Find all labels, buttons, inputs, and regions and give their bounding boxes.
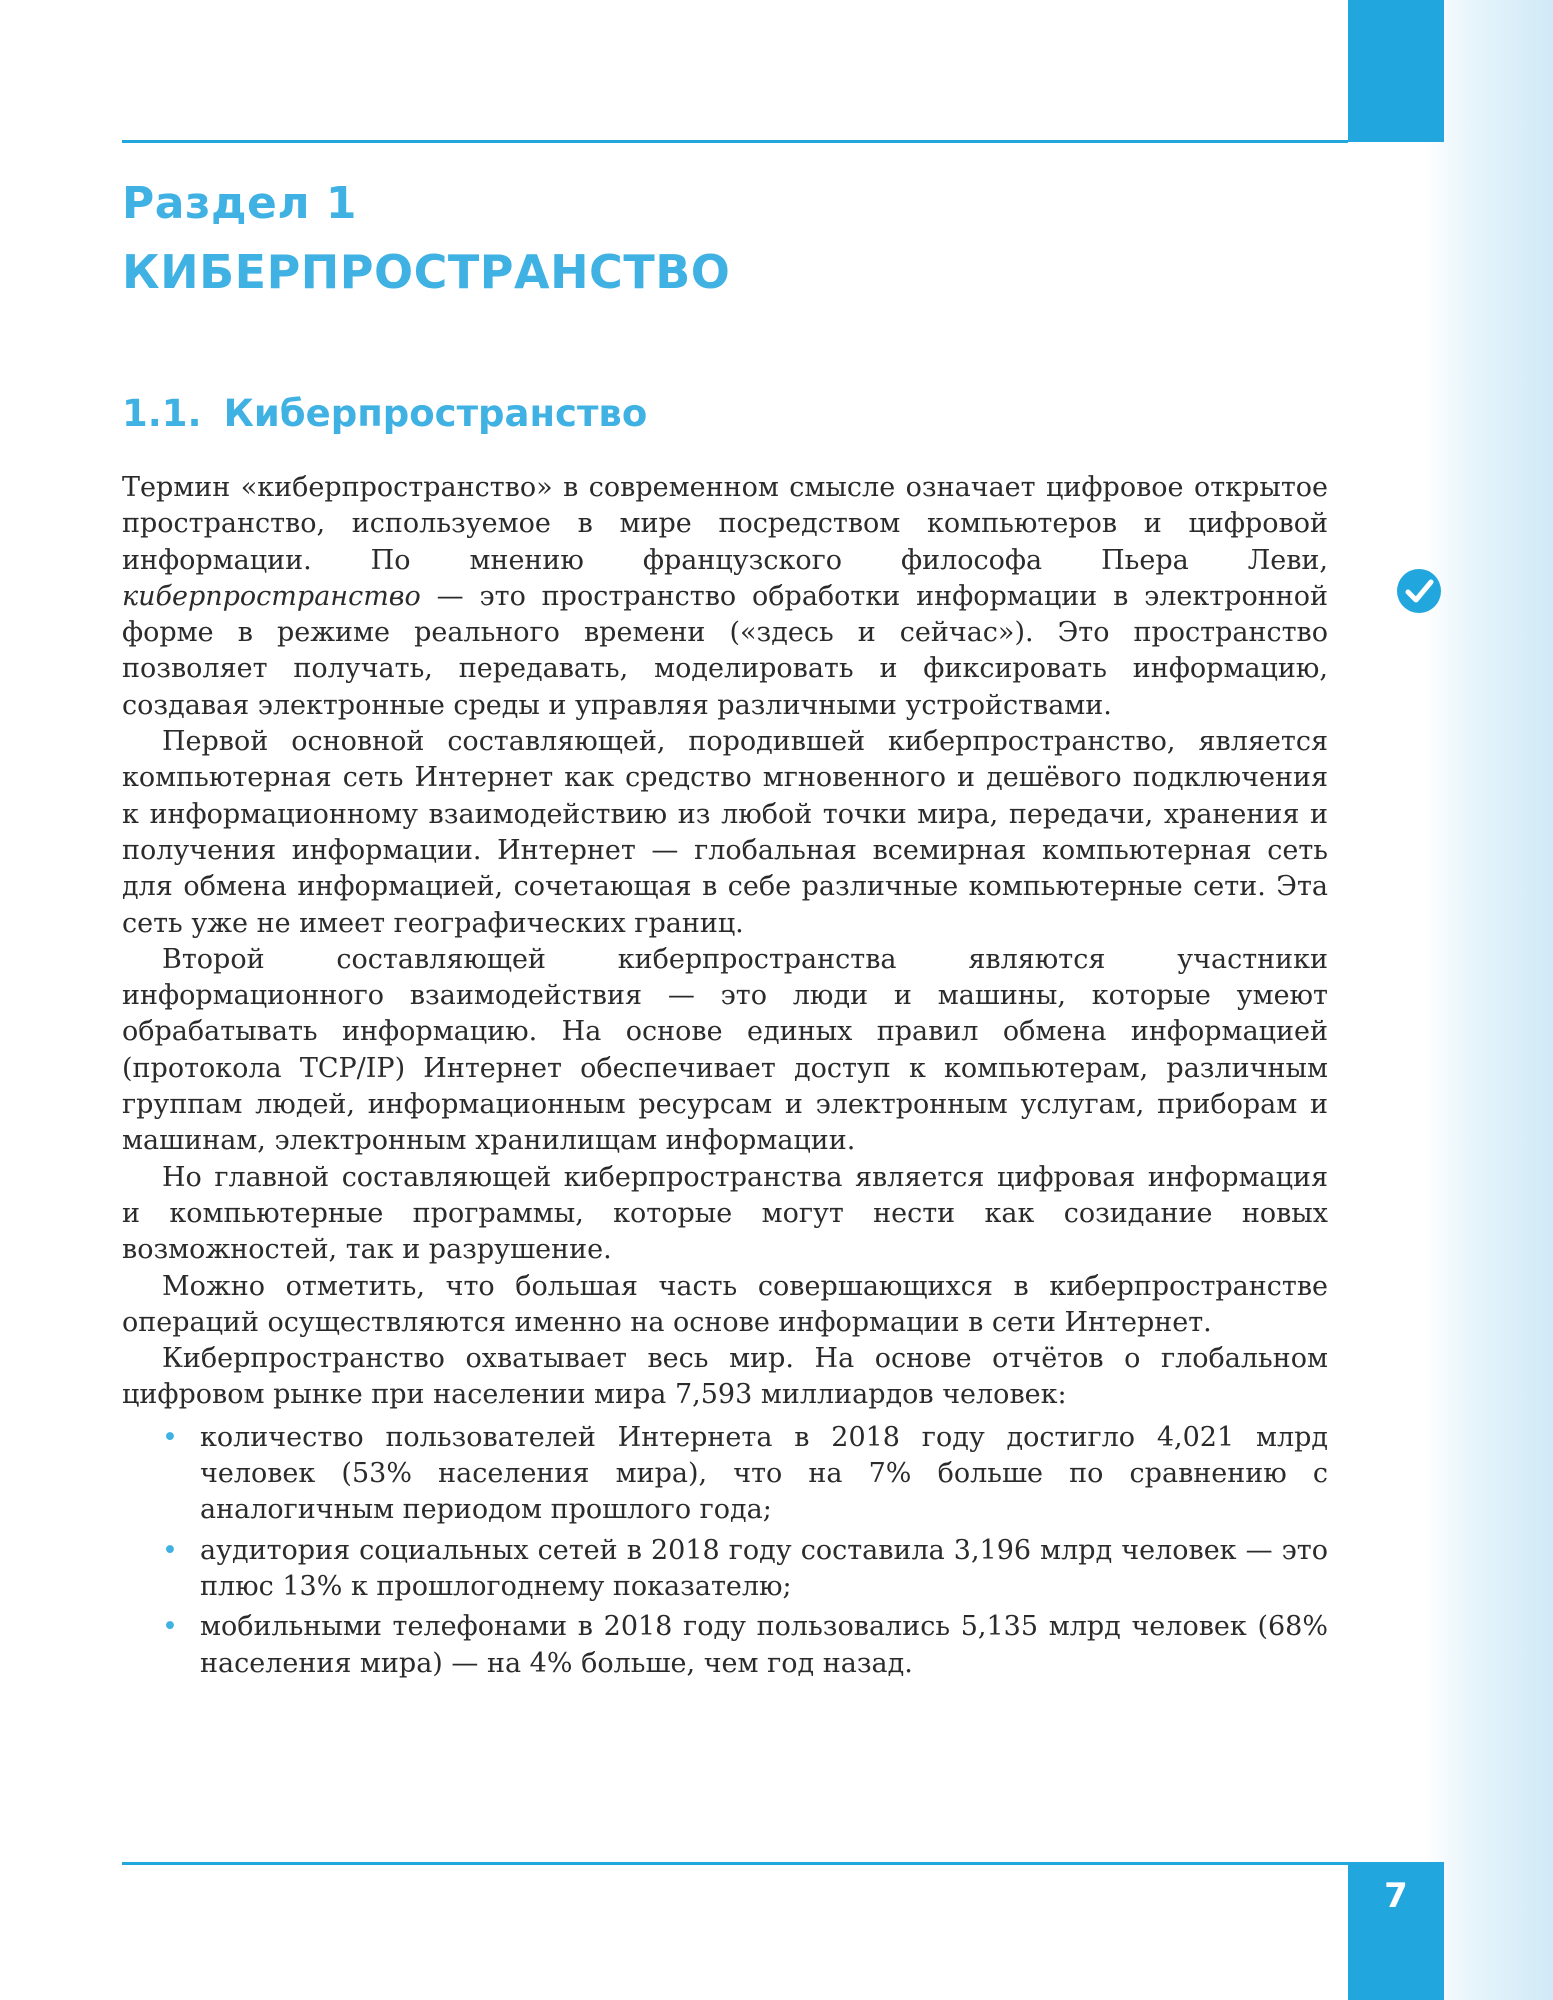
paragraph-1-text-a: Термин «киберпространство» в современном смысле означает цифровое открытое пространство, используемое в мире посредством компьютеров и цифровой информации. По мнению французского философа Пьера Леви, [122, 472, 1328, 576]
section-label: Раздел 1 [122, 178, 358, 229]
list-item-text: количество пользователей Интернета в 2018 году достигло 4,021 млрд человек (53% населения мира), что на 7% больше по сравнению с аналогичным периодом прошлого года; [200, 1421, 1328, 1526]
paragraph-5: Можно отметить, что большая часть совершающихся в киберпространстве операций осуществляются именно на основе информации в сети Интернет. [122, 1270, 1328, 1338]
term-cyberspace: киберпространство [122, 580, 421, 612]
paragraph-2: Первой основной составляющей, породившей киберпространство, является компьютерная сеть Интернет как средство мгновенного и дешёвого подключения к информационному взаимодействию из любой точки мира, передачи, хранения и получения информации. Интернет — глобальная всемирная компьютерная сеть для обмена информацией, сочетающая в себе различные компьютерные сети. Эта сеть уже не имеет географических границ. [122, 726, 1328, 939]
paragraph-6: Киберпространство охватывает весь мир. На основе отчётов о глобальном цифровом рынке при населении мира 7,593 миллиардов человек: [122, 1343, 1328, 1411]
subsection-title: Киберпространство [223, 392, 648, 435]
bullet-icon: • [162, 1611, 178, 1643]
bullet-icon: • [162, 1534, 178, 1566]
paragraph-3: Второй составляющей киберпространства являются участники информационного взаимодействия — это люди и машины, которые умеют обрабатывать информацию. На основе единых правил обмена информацией (протокола TCP/IP) Интернет обеспечивает доступ к компьютерам, различным группам людей, информационным ресурсам и электронным услугам, приборам и машинам, электронным хранилищам информации. [122, 943, 1328, 1157]
paragraph-4: Но главной составляющей киберпространства является цифровая информация и компьютерные программы, которые могут нести как созидание новых возможностей, так и разрушение. [122, 1161, 1328, 1266]
checkmark-icon [1396, 568, 1442, 614]
section-title: КИБЕРПРОСТРАНСТВО [122, 245, 731, 299]
page-number: 7 [1384, 1876, 1408, 1916]
statistics-list [122, 1420, 1328, 1682]
subsection-heading [122, 392, 647, 435]
top-rule [122, 140, 1348, 143]
list-item [122, 1533, 1328, 1606]
paragraph-1-text-b: — это пространство обработки информации в электронной форме в режиме реального времени («здесь и сейчас»). Это пространство позволяет получать, передавать, моделировать и фиксировать информацию, создавая электронные среды и управляя различными устройствами. [122, 580, 1328, 721]
subsection-number: 1.1. [122, 392, 202, 435]
list-item [122, 1609, 1328, 1682]
paragraph-1 [122, 470, 1328, 724]
list-item [122, 1420, 1328, 1529]
list-item-text: аудитория социальных сетей в 2018 году составила 3,196 млрд человек — это плюс 13% к прошлогоднему показателю; [200, 1534, 1328, 1602]
list-item-text: мобильными телефонами в 2018 году пользовались 5,135 млрд человек (68% населения мира) — на 4% больше, чем год назад. [200, 1611, 1328, 1679]
bullet-icon: • [162, 1421, 178, 1453]
top-corner-tab [1348, 0, 1444, 142]
body-text [122, 470, 1328, 1686]
page-margin-gradient [1423, 0, 1553, 2000]
bottom-rule [122, 1862, 1348, 1865]
